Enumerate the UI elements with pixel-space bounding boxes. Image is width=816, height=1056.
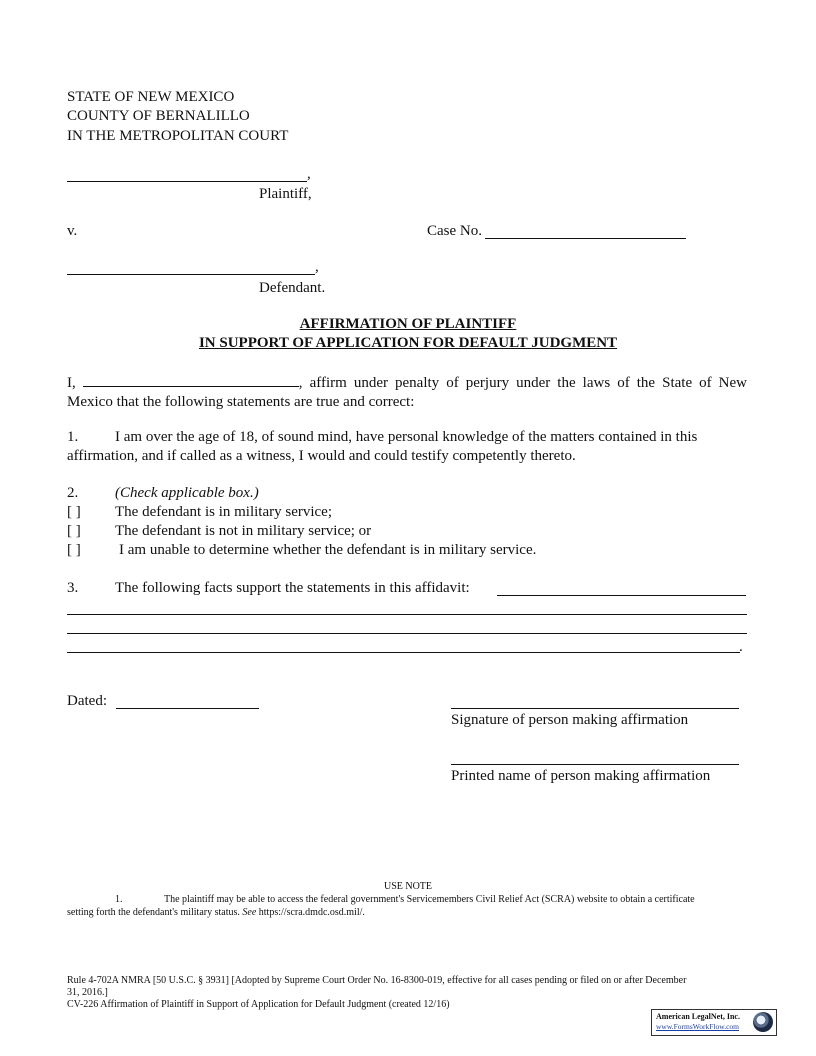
use-note-text-b-line [67,907,365,918]
option-3-checkbox[interactable]: [ ] [67,542,81,558]
defendant-name-line[interactable] [67,274,315,275]
publisher-url[interactable]: www.FormsWorkFlow.com [656,1022,740,1031]
rule-citation-line2: 31, 2016.] [67,987,108,998]
item-3-number: 3. [67,580,79,596]
plaintiff-name-line[interactable] [67,181,307,182]
use-note-see: See [242,907,257,918]
signature-label: Signature of person making affirmation [451,712,689,728]
case-number-label: Case No. [427,223,482,239]
plaintiff-label: Plaintiff, [259,186,312,202]
defendant-comma: , [315,259,319,275]
use-note-text-b: setting forth the defendant's military status. [67,907,240,918]
rule-citation-line1: Rule 4-702A NMRA [50 U.S.C. § 3931] [Adopted by Supreme Court Order No. 16-8300-019, effective for all cases pending or filed on or after December [67,975,687,986]
item-1 [67,428,747,466]
item-1-text: I am over the age of 18, of sound mind, have personal knowledge of the matters contained in this affirmation, and if called as a witness, I would and could testify competently thereto. [67,429,698,464]
printed-name-label: Printed name of person making affirmation [451,768,711,784]
document-title-line2: IN SUPPORT OF APPLICATION FOR DEFAULT JUDGMENT [198,335,618,351]
publisher-name: American LegalNet, Inc. [656,1012,740,1021]
publisher-logo[interactable] [651,1009,777,1036]
use-note-url[interactable]: https://scra.dmdc.osd.mil/. [258,907,365,918]
facts-line-4[interactable] [67,652,740,653]
court-state: STATE OF NEW MEXICO [67,89,235,105]
option-3-text: I am unable to determine whether the defendant is in military service. [119,542,537,558]
option-2-checkbox[interactable]: [ ] [67,523,81,539]
intro-paragraph [67,372,747,412]
signature-line[interactable] [451,708,739,709]
item-1-number: 1. [67,429,79,445]
court-name: IN THE METROPOLITAN COURT [67,128,289,144]
intro-text: , affirm under penalty of perjury under the laws of the State of New Mexico that the following statements are true and correct: [67,375,747,410]
intro-prefix: I, [67,375,76,391]
use-note-heading: USE NOTE [383,881,433,892]
option-2-text: The defendant is not in military service; or [115,523,372,539]
court-county: COUNTY OF BERNALILLO [67,108,250,124]
case-number-line[interactable] [485,238,686,239]
facts-end-period: . [739,639,743,655]
option-1-checkbox[interactable]: [ ] [67,504,81,520]
dated-label: Dated: [67,693,107,709]
printed-name-line[interactable] [451,764,739,765]
item-2-instruction: (Check applicable box.) [115,485,259,501]
date-line[interactable] [116,708,259,709]
facts-line-1[interactable] [497,595,746,596]
facts-line-2[interactable] [67,614,747,615]
item-3-text: The following facts support the statements in this affidavit: [115,580,470,596]
facts-line-3[interactable] [67,633,747,634]
option-1-text: The defendant is in military service; [115,504,333,520]
defendant-label: Defendant. [259,280,326,296]
use-note-text-a: The plaintiff may be able to access the federal government's Servicemembers Civil Relief Act (SCRA) website to obtain a certificate [164,894,695,905]
versus-label: v. [67,223,78,239]
use-note-number: 1. [115,894,123,905]
globe-icon [753,1012,773,1032]
affiant-name-line[interactable] [83,372,299,387]
item-2-number: 2. [67,485,79,501]
document-title-line1: AFFIRMATION OF PLAINTIFF [299,316,517,332]
plaintiff-comma: , [307,166,311,182]
form-id: CV-226 Affirmation of Plaintiff in Support of Application for Default Judgment (created 12/16) [67,999,450,1010]
